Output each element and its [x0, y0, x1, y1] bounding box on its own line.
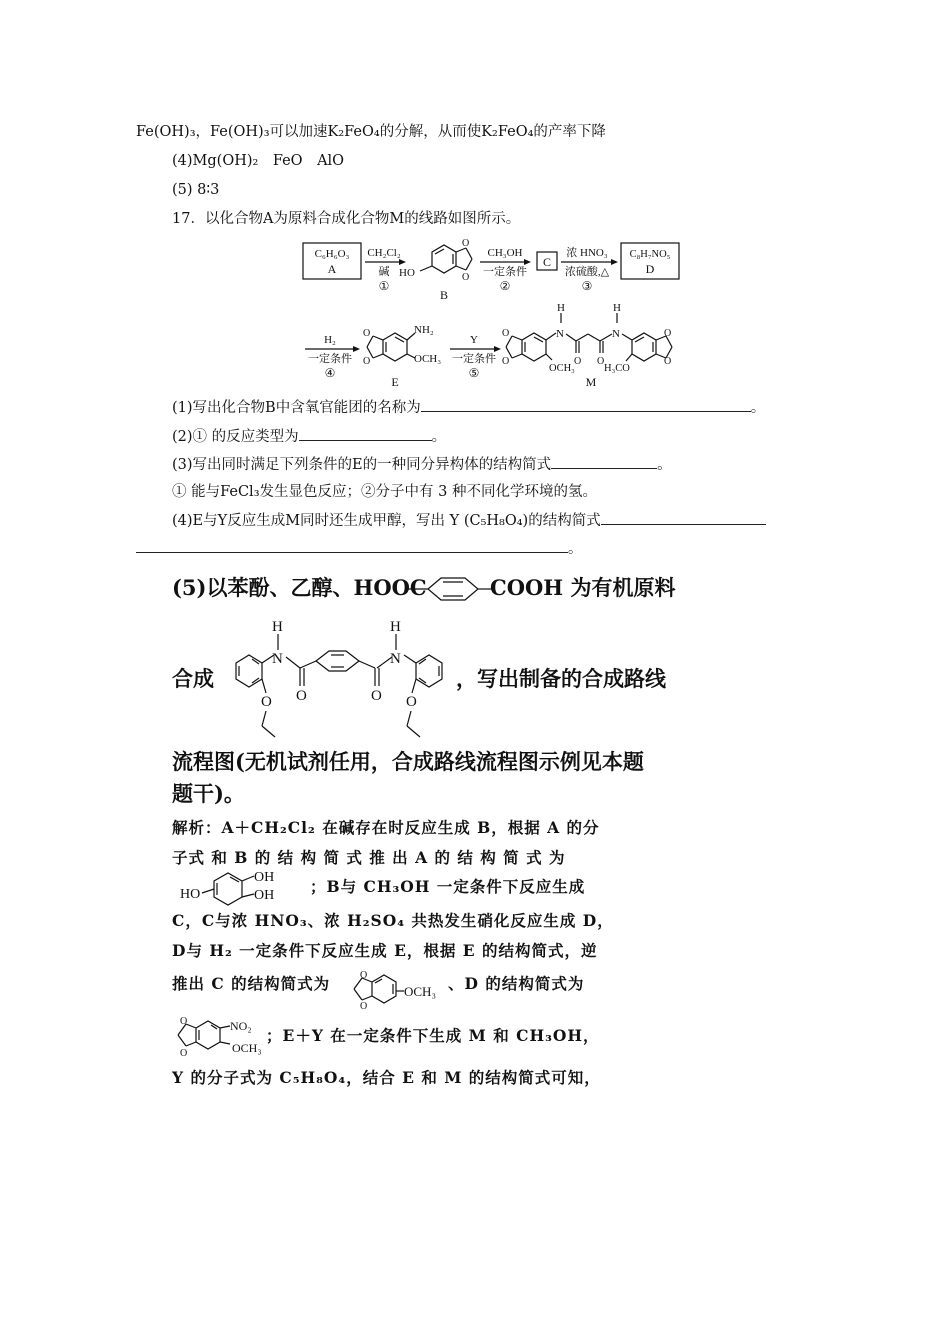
analysis-line-3: ；B与 CH₃OH 一定条件下反应生成 [310, 877, 586, 896]
m-h3co-group: H₃CO [604, 363, 630, 374]
condition-1: 碱 [378, 266, 390, 278]
compound-b-label: B [439, 288, 449, 302]
svg-text:OCH₃: OCH₃ [232, 1041, 262, 1055]
b-ho-group: HO [399, 267, 415, 279]
svg-text:O: O [462, 238, 470, 249]
svg-text:O: O [664, 328, 672, 339]
svg-text:N: N [612, 328, 620, 340]
svg-text:H: H [613, 302, 621, 314]
svg-text:OCH₃: OCH₃ [404, 984, 436, 999]
q5-line-1a: (5)以苯酚、乙醇、HOOC [172, 575, 427, 600]
svg-text:O: O [406, 694, 417, 710]
sub-question-4-cont: 。 [136, 538, 583, 559]
answer-line-4: (4)Mg(OH)₂ FeO AlO [172, 153, 345, 169]
q5-line-3: 流程图(无机试剂任用，合成路线流程图示例见本题 [172, 749, 644, 774]
svg-text:O: O [664, 356, 672, 367]
analysis-line-7: ；E＋Y 在一定条件下生成 M 和 CH₃OH， [266, 1026, 600, 1045]
step-4-number: ④ [324, 366, 336, 380]
condition-5: 一定条件 [452, 353, 496, 365]
q5-line-2a: 合成 [172, 666, 214, 691]
svg-text:H: H [272, 619, 283, 635]
svg-text:O: O [462, 272, 470, 283]
analysis-line-6a: 推出 C 的结构简式为 [172, 974, 331, 993]
sub-question-1: (1)写出化合物B中含氧官能团的名称为 。 [172, 397, 765, 418]
step-1-number: ① [378, 279, 390, 293]
analysis-line-4: C，C与浓 HNO₃、浓 H₂SO₄ 共热发生硝化反应生成 D， [172, 911, 614, 930]
q5-line-1b: COOH 为有机原料 [490, 575, 676, 600]
svg-text:O: O [574, 356, 582, 367]
svg-text:N: N [272, 651, 283, 667]
svg-text:N: N [556, 328, 564, 340]
svg-text:O: O [597, 356, 605, 367]
svg-text:O: O [502, 356, 510, 367]
analysis-line-8: Y 的分子式为 C₅H₈O₄，结合 E 和 M 的结构简式可知， [172, 1068, 601, 1087]
svg-text:NO₂: NO₂ [230, 1019, 252, 1033]
svg-text:H: H [390, 619, 401, 635]
svg-text:O: O [296, 688, 307, 704]
svg-text:OH: OH [254, 870, 275, 885]
question-17-title: 17．以化合物A为原料合成化合物M的线路如图所示。 [172, 211, 521, 227]
svg-text:O: O [363, 328, 371, 339]
reagent-3: 浓 HNO₃ [566, 247, 608, 259]
svg-text:O: O [360, 1001, 368, 1012]
analysis-line-2: 子式 和 B 的 结 构 简 式 推 出 A 的 结 构 简 式 为 [172, 848, 566, 867]
analysis-line-1: 解析：A＋CH₂Cl₂ 在碱存在时反应生成 B，根据 A 的分 [172, 818, 600, 837]
svg-text:O: O [371, 688, 382, 704]
answer-line-1: Fe(OH)₃，Fe(OH)₃可以加速K₂FeO₄的分解，从而使K₂FeO₄的产率下降 [136, 124, 606, 140]
compound-c-label: C [542, 255, 552, 269]
sub-question-2: (2)① 的反应类型为 。 [172, 426, 446, 447]
reagent-1: CH₂Cl₂ [367, 247, 401, 259]
e-nh2-group: NH₂ [414, 324, 434, 336]
m-och3-group: OCH₃ [549, 363, 575, 374]
compound-a-label: A [327, 262, 337, 276]
e-och3-group: OCH₃ [414, 353, 442, 365]
compound-a-formula: C₆H₆O₃ [314, 248, 350, 260]
compound-m-label: M [585, 375, 597, 389]
svg-text:O: O [502, 328, 510, 339]
svg-text:O: O [180, 1048, 188, 1059]
reagent-4: H₂ [324, 334, 336, 346]
analysis-line-6b: 、D 的结构简式为 [448, 974, 585, 993]
svg-text:O: O [180, 1016, 188, 1027]
reagent-5: Y [470, 334, 478, 346]
svg-text:O: O [363, 356, 371, 367]
svg-text:N: N [390, 651, 401, 667]
svg-text:OH: OH [254, 888, 275, 903]
condition-3: 浓硫酸,△ [564, 266, 610, 278]
step-2-number: ② [499, 279, 511, 293]
answer-line-5: (5) 8∶3 [172, 182, 220, 198]
condition-4: 一定条件 [308, 353, 352, 365]
svg-text:O: O [360, 970, 368, 981]
q5-line-2b: ，写出制备的合成路线 [456, 666, 666, 691]
analysis-line-5: D与 H₂ 一定条件下反应生成 E，根据 E 的结构简式，逆 [172, 941, 598, 960]
svg-text:O: O [261, 694, 272, 710]
q5-line-4: 题干)。 [172, 781, 245, 806]
sub-question-3-conditions: ① 能与FeCl₃发生显色反应；②分子中有 3 种不同化学环境的氢。 [172, 484, 597, 500]
compound-e-label: E [391, 375, 399, 389]
compound-d-label: D [645, 262, 655, 276]
compound-d-formula: C₈H₇NO₅ [629, 249, 671, 260]
svg-text:H: H [557, 302, 565, 314]
condition-2: 一定条件 [483, 266, 527, 278]
sub-question-4: (4)E与Y反应生成M同时还生成甲醇，写出 Y (C₅H₈O₄)的结构简式 [172, 510, 766, 531]
step-5-number: ⑤ [468, 366, 480, 380]
step-3-number: ③ [581, 279, 593, 293]
reagent-2: CH₃OH [487, 247, 523, 259]
svg-text:HO: HO [180, 887, 201, 902]
sub-question-3: (3)写出同时满足下列条件的E的一种同分异构体的结构简式 。 [172, 454, 672, 475]
